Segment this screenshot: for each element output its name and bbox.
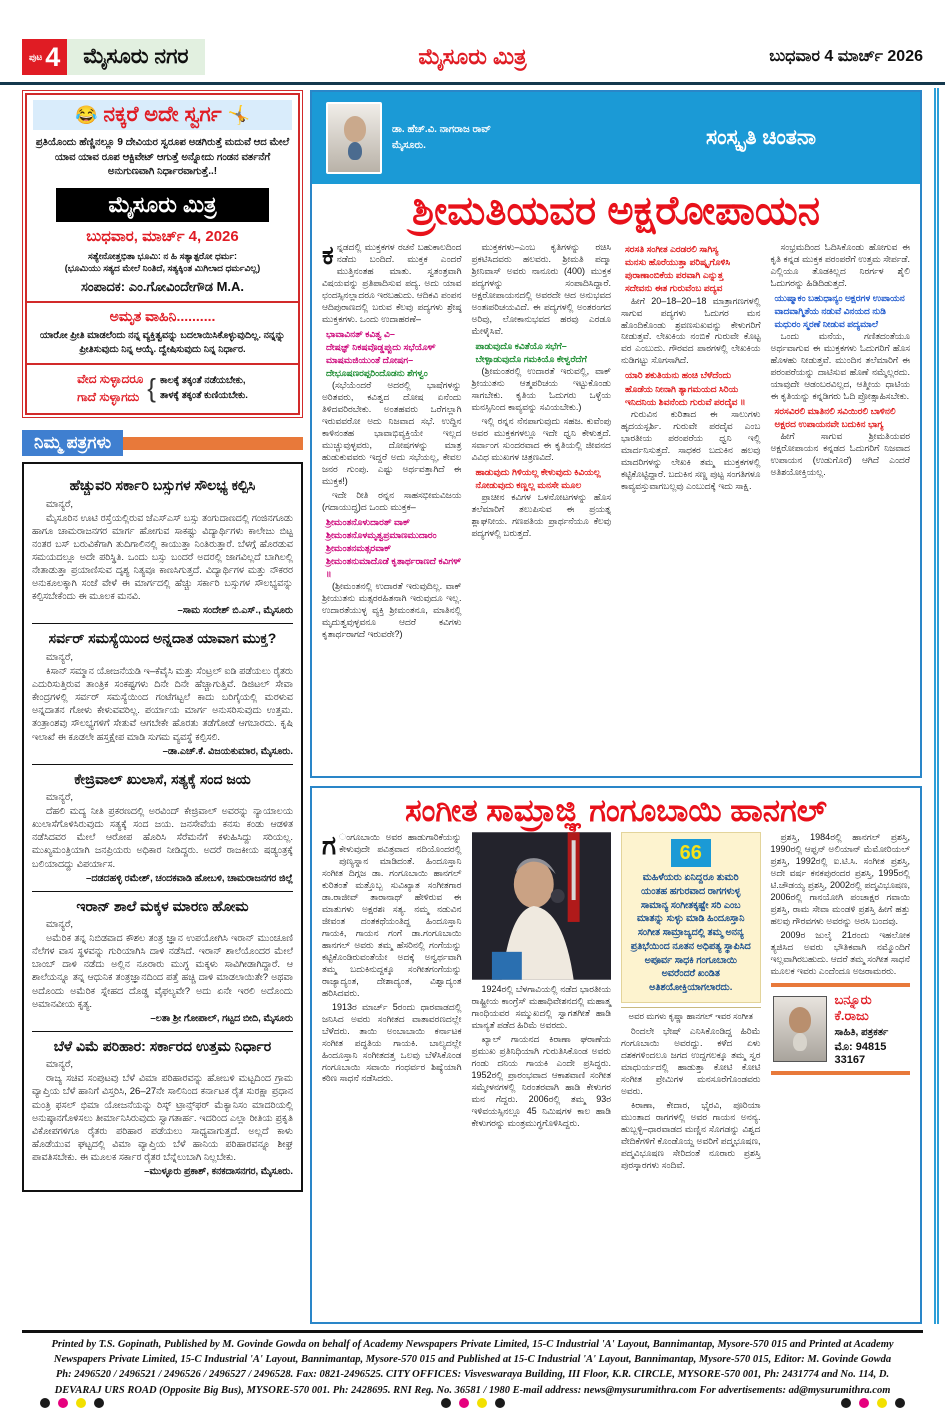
ad-title-band [33,100,292,130]
article-paragraph: ಇಲ್ಲಿ ರನ್ನನ ನೆನಪಾಗುವುದು ಸಹಜ. ಕುವೆಂಪು ಅವರ ಮುಕ್ತಕಗಳಲ್ಲೂ ಇದೇ ಧ್ವನಿ ಕೇಳುತ್ತದೆ. ಸರ್ವಾಂಗ ಸುಂದರವಾದ ಈ ಕೃತಿಯಲ್ಲಿ ಜೀವನದ ವಿವಿಧ ಮುಖಗಳ ಚಿತ್ರಣವಿದೆ. [471,415,611,462]
verse-line: ಸದೇವನು ಈತ ಗುರುವೆಂಬ ಪದ್ಯವ [625,283,723,294]
verse-line: ಭಾವಾವಿನತ್ ಕವಿತ್ವ ವಿ– [326,328,395,339]
registration-dot [58,1398,68,1408]
letter-salutation: ಮಾನ್ಯರೆ, [46,792,74,804]
article-paragraph: 1913ರ ಮಾರ್ಚ್ 5ರಂದು ಧಾರವಾಡದಲ್ಲಿ ಜನಿಸಿದ ಅವರು ಸಂಗೀತದ ವಾತಾವರಣದಲ್ಲೇ ಬೆಳೆದರು. ತಾಯಿ ಅಂಬಾಬಾಯಿ ಕರ್ನಾಟಕ ಸಂಗೀತ ಪದ್ಧತಿಯ ಗಾಯಕಿ. ಬಾಲ್ಯದಲ್ಲೇ ಹಿಂದೂಸ್ತಾನಿ ಸಂಗೀತದತ್ತ ಒಲವು ಬೆಳೆಸಿಕೊಂಡ ಗಂಗೂಬಾಯಿ ಸವಾಯಿ ಗಂಧರ್ವರ ಶಿಷ್ಯೆಯಾಗಿ ಕಠಿಣ ಸಾಧನೆ ನಡೆಸಿದರು. [322,1001,462,1084]
author-place: ಮೈಸೂರು. [392,140,426,151]
registration-dot-group [841,1398,905,1408]
registration-dot [76,1398,86,1408]
imprint-line-1: Printed by T.S. Gopinath, Published by M. Govinde Gowda on behalf of Academy Newspapers Private Limited, 15-C Industrial 'A' Layout, Bannimantap, Mysore-570 015 and Printed at Academy [51,1339,894,1350]
imprint-line-2: Newspapers Private Limited, 15-C Industrial 'A' Layout, Bannimantap, Mysore-570 015 and Published at 15-C Industrial 'A' Layout, Bannimantap, Mysore-570 015, Editor: M. Govinde Gowda [53,1354,892,1366]
left-column [22,90,303,1192]
letter-salutation: ಮಾನ್ಯರೆ, [46,498,74,510]
verse-line: ಯಾರಿ ಶಕುತಿಯನು ಹಂಚಿ ಬೆಳೆದೆಂದು [625,370,732,381]
verse-line: ಪುರಾಣಾಂಬಿಕೆಯ ಪರವಾಗಿ ಎನ್ನುತ್ತ [625,270,724,281]
letter-body: ಅಮೆರಿಕ ತನ್ನ ನಿಬಿಡವಾದ ಕೌಶಲ ತಂತ್ರ ಜ್ಞಾನ ಉಪಯೋಗಿಸಿ ಇರಾನ್ ಮುಂಚೂಣಿ ನೆಲೆಗಳ ವಾಸ ಸ್ಥಳವನ್ನು ಗುರಿಯಾಗಿಸಿ ದಾಳಿ ನಡೆಸಿದೆ. ಇರಾನ್ ಶಾಲೆಯೊಂದರ ಮೇಲೆ ಬಾಂಬ್ ದಾಳಿ ನಡೆದು ಅಲ್ಲಿನ ನೂರಾರು ಮುಗ್ಧ ಮಕ್ಕಳು ಸಾವಿಗೀಡಾಗಿದ್ದಾರೆ. ಆ ಶಾಲೆಯನ್ನೂ ತನ್ನ ಆಧುನಿಕ ತಂತ್ರಜ್ಞಾನದಿಂದ ಪತ್ತೆ ಹಚ್ಚಿ ದಾಳಿ ಮಾಡಲಾಯಿತೇ? ಅಥವಾ ಅದೊಂದು ಅಮೆರಿಕ ಸ್ನೇಹದ ದೊಡ್ಡ ವೈಫಲ್ಯವೇ? ಅದು ಏನೇ ಇರಲಿ ಅದೊಂದು ಅಮಾನವೀಯ ಕೃತ್ಯ. [32,933,293,1010]
verse-line: ದೇಷಜ್ಞ್ ನಿಕಷವೊಡ್ಡಪ್ಪುದು ಸಭೆಯೊಳ್ [326,341,436,352]
music-column-4 [771,832,911,1174]
quote-caption: ಅವರ ಮಗಳು ಕೃಷ್ಣಾ ಹಾನಗಲ್ ಇವರ ಸಂಗೀತ [621,1007,761,1022]
verse-line: ನೋಡುವುದು ಕಣ್ಣಲ್ಲ ಮನಸೇ ಮೂಲ [475,479,582,490]
letter-salutation: ಮಾನ್ಯರೆ, [46,1059,74,1071]
registration-dot-group [441,1398,505,1408]
verse-line: ಸರಸತಿ ಸಂಗೀತ ಎರಡರಲಿ ಸಾಗಿಸ್ಯ [625,244,719,254]
verse-line: ಅಕ್ಷರದ ಉಪಾಯನವೇ ಬದುಕಿನ ಭಾಗ್ಯ [774,419,884,430]
registration-dot [859,1398,869,1408]
letter-headline: ಬೆಳೆ ವಿಮೆ ಪರಿಹಾರ: ಸರ್ಕಾರದ ಉತ್ತಮ ನಿರ್ಧಾರ [53,1037,272,1054]
letter-body: ದೆಹಲಿ ಮದ್ಯ ನೀತಿ ಪ್ರಕರಣದಲ್ಲಿ ಅರವಿಂದ್ ಕೇಜ್ರಿವಾಲ್ ಅವರನ್ನು ನ್ಯಾಯಾಲಯ ಖುಲಾಸೆಗೊಳಿಸಿರುವುದು ಸತ್ಯಕ್ಕೆ ಸಂದ ಜಯ. ಜನಸೇವೆಯ ಕನಸು ಕಂಡು ಆಡಳಿತ ನಡೆಸಿದವರ ಮೇಲೆ ಆರೋಪ ಹೊರಿಸಿ ಸೆರೆಮನೆಗೆ ಕಳುಹಿಸಿದ್ದು ಸರಿಯಲ್ಲ. ಮುಖ್ಯಮಂತ್ರಿಯಾಗಿ ಜನಪ್ರಿಯರು ಅಧಿಕಾರ ನೀಡಿದ್ದರು. ಅದರೆ ರಾಜಕೀಯ ಷಡ್ಯಂತ್ರಕ್ಕೆ ಬಲಿಯಾದದ್ದು ವಿಪರ್ಯಾಸ. [32,806,293,870]
amruta-quote: ಯಾರೋ ಪ್ರೀತಿ ಮಾಡಲೆಂದು ನನ್ನ ವ್ಯಕ್ತಿತ್ವವನ್ನು ಬದಲಾಯಿಸಿಕೊಳ್ಳುವುದಿಲ್ಲ. ನನ್ನನ್ನು ಪ್ರೀತಿಸುವುದು ನಿನ್ನ ಆಯ್ಕೆ. ದ್ವೇಷಿಸುವುದು ನಿನ್ನ ನಿರ್ಧಾರ. [39,329,286,355]
letter-salutation: ಮಾನ್ಯರೆ, [46,651,74,663]
article-paragraph: ಪ್ರಾಚೀನ ಕವಿಗಳ ಒಳನೋಟಗಳನ್ನು ಹೊಸ ತಲೆಮಾರಿಗೆ ತಲುಪಿಸುವ ಈ ಪ್ರಯತ್ನ ಶ್ಲಾಘನೀಯ. ಗಣಪತಿಯ ಪ್ರಾರ್ಥನೆಯೂ ಕೆಲವು ಪದ್ಯಗಳಲ್ಲಿ ಬರುತ್ತದೆ. [471,492,611,538]
page-number: 4 [45,41,61,72]
letter-salutation: ಮಾನ್ಯರೆ, [46,919,74,931]
article-paragraph: ಕನ್ನಡದಲ್ಲಿ ಮುಕ್ತಕಗಳ ರಚನೆ ಬಹುಕಾಲದಿಂದ ನಡೆದು ಬಂದಿದೆ. ಮುಕ್ತಕ ಎಂದರೆ ಮುತ್ತಿನಂತಹ ಮಾತು. ಸ್ವತಂತ್ರವಾಗಿ ವಿಷಯವನ್ನು ಪ್ರತಿಪಾದಿಸುವ ಪದ್ಯ. ಅದು ಯಾವ ಛಂದಸ್ಸಿನಲ್ಲಾದರೂ ಇರಬಹುದು. ಆದಿಕವಿ ಪಂಪನ ಆದಿಪುರಾಣದಲ್ಲಿ ಬರುವ ಕೆಲವು ಪದ್ಯಗಳು ಶ್ರೇಷ್ಠ ಮುಕ್ತಕಗಳು. ಒಂದು ಉದಾಹರಣೆ– [322,240,462,324]
letter-item [32,764,293,891]
registration-dot [94,1398,104,1408]
verse-line: ವಾದವಾಗ್ಮಿತೆಯ ನಡುವೆ ವಿನಯದ ನುಡಿ [774,306,886,317]
letter-body: ಕಿಸಾನ್ ಸಮ್ಮಾನ ಯೋಜನೆಯಡಿ ಇ–ಕೆವೈಸಿ ಮತ್ತು ಸೆಂಟ್ರಲ್ ಐಡಿ ಪಡೆಯಲು ರೈತರು ಎದುರಿಸುತ್ತಿರುವ ತಾಂತ್ರಿಕ ಸಂಕಷ್ಟಗಳು ದಿನೇ ದಿನೇ ಹೆಚ್ಚಾಗುತ್ತಿವೆ. ಡಿಜಿಟಲ್ ಸೇವಾ ಕೇಂದ್ರಗಳಲ್ಲಿ ಸರ್ವರ್ ಸಮಸ್ಯೆಯಿಂದ ಗಂಟೆಗಟ್ಟಲೆ ಕಾದು ಬರಿಗೈಯಲ್ಲಿ ಮರಳುವ ಅನ್ನದಾತನ ಗೋಳು ಕೇಳುವವರಿಲ್ಲ. ಪರ್ಯಾಯ ಮಾರ್ಗ ಅನುಸರಿಸುವುದು ಉತ್ತಮ. ತಂತ್ರಾಂಶವು ಸೌಲಭ್ಯಗಳಿಗೆ ಸೇತುವೆ ಆಗಬೇಕೇ ಹೊರತು ತಡೆಗೋಡೆ ಆಗಬಾರದು. ಕೃಷಿ ಇಲಾಖೆ ಈ ಕೂಡಲೇ ಹಸ್ತಕ್ಷೇಪ ಮಾಡಿ ಸುಗಮ ವ್ಯವಸ್ಥೆ ಕಲ್ಪಿಸಲಿ. [32,665,293,743]
article-column [771,242,911,643]
proverb-right-1: ಕಾಲಕ್ಕೆ ತಕ್ಕಂತೆ ನಡೆಯಬೇಕು, [159,375,246,386]
verse-line: ಯುಷ್ಮಾಕಂ ಬಹುಧಾನ್ಯಂ ಅಕ್ಷರಗಳ ಉಪಾಯನ [774,292,905,303]
article-paragraph: ಖ್ಯಾಲ್ ಗಾಯನದ ಕಿರಾಣಾ ಘರಾಣೆಯ ಪ್ರಮುಖ ಪ್ರತಿನಿಧಿಯಾಗಿ ಗುರುತಿಸಿಕೊಂಡ ಅವರು ಗಂಡು ದನಿಯ ಗಾಯಕಿ ಎಂದೇ ಪ್ರಸಿದ್ಧರು. 1952ರಲ್ಲಿ ಪ್ರಾರಂಭವಾದ ಆಕಾಶವಾಣಿ ಸಂಗೀತ ಸಮ್ಮೇಳನಗಳಲ್ಲಿ ನಿರಂತರವಾಗಿ ಹಾಡಿ ಕೇಳುಗರ ಮನ ಗೆದ್ದರು. 2006ರಲ್ಲಿ ತಮ್ಮ 93ರ ಇಳಿವಯಸ್ಸಿನಲ್ಲೂ 45 ನಿಮಿಷಗಳ ಕಾಲ ಹಾಡಿ ಕೇಳುಗರನ್ನು ಮಂತ್ರಮುಗ್ಧಗೊಳಿಸಿದ್ದರು. [471,1033,611,1128]
verse-line: ಹೊಡೆಯ ನೀನಾಗಿ ತ್ಯಾಗಮಯದ ಸಿರಿಯ [625,383,739,394]
registration-dot [441,1398,451,1408]
registration-dot-group [40,1398,104,1408]
header-rule [0,82,945,85]
brace-glyph: { [147,372,156,403]
letter-signature: –ಲತಾ ಶ್ರೀ ಗೋಪಾಲ್, ಗಟ್ಟದ ಬೀದಿ, ಮೈಸೂರು [150,1012,293,1024]
letter-headline: ಸರ್ವರ್ ಸಮಸ್ಯೆಯಿಂದ ಅನ್ನದಾತ ಯಾವಾಗ ಮುಕ್ತ? [48,630,277,647]
letters-box [22,462,303,1192]
verse-line: ಶ್ರೀಮಂತನೊಳಮೃತ್ವಪ್ರಮಾಣಮುದಾರಂ [326,530,437,541]
verse-line: ಶ್ರೀಮಂತನುಮಾದೊಡೆ ಕೃತಾರ್ಥರಾಣದೆ ಕವಿಗಳ್ ॥ [326,556,461,579]
laughing-face-icon: 😂 [74,104,98,125]
singer-photo [472,832,612,980]
article-paragraph: ಕಿರಾಣಾ, ಕೇದಾರ, ಭೈರವಿ, ಪೂರಿಯಾ ಮುಂತಾದ ರಾಗಗಳಲ್ಲಿ ಅವರ ಗಾಯನ ಅನನ್ಯ. ಹುಬ್ಬಳ್ಳಿ–ಧಾರವಾಡದ ಮಣ್ಣಿನ ಸೊಗಡನ್ನು ವಿಶ್ವದ ವೇದಿಕೆಗಳಿಗೆ ಕೊಂಡೊಯ್ದ ಅವರಿಗೆ ಪದ್ಮಭೂಷಣ, ಪದ್ಮವಿಭೂಷಣ ಸೇರಿದಂತೆ ನೂರಾರು ಪ್ರಶಸ್ತಿ ಪುರಸ್ಕಾರಗಳು ಸಂದಿವೆ. [621,1099,761,1170]
writer-role: ಸಾಹಿತಿ, ಪತ್ರಕರ್ತ [834,1026,889,1038]
article-paragraph: (ಸಭೆಯೆಂದರೆ ಅದರಲ್ಲಿ ಭಾಷೆಗಳನ್ನು ಅರಿತವರು, ಕವಿತ್ವದ ದೋಷ ಏನೆಂದು ತಿಳಿದವರಿರಬೇಕು. ಅಂತಹವರು ಒರೆಗಲ್ಲಾಗಿ ಇರುವವರೋ ಅದು ನಿಜವಾದ ಸಭೆ. ಉದ್ದಿನ ಕಾಳಿನಂತಹ ಭಾವಾಭಿವ್ಯಕ್ತಿಯೇ ಇಲ್ಲದ ಮುಚ್ಚುವುಳ್ಳವರು, ದೋಷಗಳನ್ನು ಮಾತ್ರ ಹುಡುಕುವವರು ಇದ್ದರೆ ಅದು ಸಭೆಯಲ್ಲ, ಕೇವಲ ಜನರ ಗುಂಪು. ಎಷ್ಟು ಅರ್ಥವತ್ತಾಗಿದೆ ಈ ಮುಕ್ತಕ!) [322,380,462,487]
article-paragraph: 1924ರಲ್ಲಿ ಬೆಳಗಾವಿಯಲ್ಲಿ ನಡೆದ ಭಾರತೀಯ ರಾಷ್ಟ್ರೀಯ ಕಾಂಗ್ರೆಸ್ ಮಹಾಧಿವೇಶನದಲ್ಲಿ ಮಹಾತ್ಮ ಗಾಂಧಿಯವರ ಸಮ್ಮುಖದಲ್ಲಿ ಸ್ವಾಗತಗೀತೆ ಹಾಡಿ ಮಾನ್ಯತೆ ಪಡೆದ ಹಿರಿಮೆ ಅವರದು. [471,984,611,1030]
main-article-columns [312,234,920,649]
verse-line: ಶ್ರೀಮಂತನೊಳುದಾರತ್ ವಾಕ್ [326,517,410,527]
pull-quote-box [621,832,761,1003]
verse-line: ದೇಭೂಷಣರಪ್ಪರಿಂದೊಡನು ಶೆಗಳ್ವಂ [326,368,428,379]
letter-body: ಮೈಸೂರಿನ ಊಟಿ ರಸ್ತೆಯಲ್ಲಿರುವ ಜೆಎಸ್ಎಸ್ ಬಸ್ಸು ತಂಗುದಾಣದಲ್ಲಿ ಗಂಜಿನಗೂಡು ಹಾಗೂ ಚಾಮರಾಜನಗರ ಮಾರ್ಗ ಹೋಗುವ ಸಾಕಷ್ಟು ವಿದ್ಯಾರ್ಥಿಗಳು ಕಾಲೇಜು ಬಿಟ್ಟ ನಂತರ ಬಸ್ ಬರುವಿಕೆಗಾಗಿ ತುದಿಗಾಲಿನಲ್ಲಿ ಕಾಯುತ್ತಾ ನಿಂತಿರುತ್ತಾರೆ. ಬೆಳಗ್ಗೆ ಹೊರಡುವ ಸಮಯದಲ್ಲೂ ಅದೇ ಪರಿಸ್ಥಿತಿ. ಒಂದು ಬಸ್ಸು ಬಂದರೆ ಅದರಲ್ಲಿ ಜಾಗವಿಲ್ಲದೆ ಬಾಗಿಲಲ್ಲಿ ನೇತಾಡುತ್ತಾ ಪ್ರಯಾಣಿಸುವ ದೃಶ್ಯ ನಿತ್ಯವೂ ಕಾಣಸಿಗುತ್ತದೆ. ವಿದ್ಯಾರ್ಥಿಗಳ ಮತ್ತು ನೌಕರರ ಅನುಕೂಲಕ್ಕಾಗಿ ಸಂಜೆ ವೇಳೆ ಈ ಮಾರ್ಗದಲ್ಲಿ ಹೆಚ್ಚು ಸರ್ಕಾರಿ ಬಸ್ಸುಗಳ ಸೌಲಭ್ಯವನ್ನು ಕಲ್ಪಿಸಬೇಕೆಂದು ಈ ಮೂಲಕ ಮನವಿ. [32,512,293,603]
main-article [310,90,922,778]
letter-item [32,1031,293,1184]
letter-headline: ಕೇಜ್ರಿವಾಲ್ ಖುಲಾಸೆ, ಸತ್ಯಕ್ಕೆ ಸಂದ ಜಯ [74,770,251,787]
verse-line: ಮಾಷಮಜಿಯುಂತೆ ದೋಷಗ– [326,355,414,366]
music-column-2 [472,832,612,1174]
registration-dot [495,1398,505,1408]
amruta-vahini-title: ಅಮೃತ ವಾಹಿನಿ.......... [109,307,216,324]
registration-dot [40,1398,50,1408]
music-article-columns [322,832,910,1174]
registration-dot [477,1398,487,1408]
letter-signature: –ದಡದಹಳ್ಳಿ ರಮೇಶ್, ಚಂದಕವಾಡಿ ಹೋಬಳಿ, ಚಾಮರಾಜನಗರ ಜಿಲ್ಲೆ [86,872,293,884]
letter-headline: ಹೆಚ್ಚುವರಿ ಸರ್ಕಾರಿ ಬಸ್ಸುಗಳ ಸೌಲಭ್ಯ ಕಲ್ಪಿಸಿ [69,477,256,494]
verse-line: ಮಧುರಂ ಸ್ಮರಣೆ ನೀಡುವ ಪದ್ಯಮಾಲೆ [774,319,879,330]
letter-signature: –ಮುಳ್ಳೂರು ಪ್ರಕಾಶ್, ಕನಕದಾಸನಗರ, ಮೈಸೂರು. [144,1166,293,1178]
article-column [322,242,462,643]
article-paragraph: ಹೀಗೆ ಸಾಗುವ ಶ್ರೀಮತಿಯವರ ಅಕ್ಷರೋಪಾಯನ ಕನ್ನಡದ ಓದುಗರಿಗೆ ನಿಜವಾದ ಉಪಾಯನ (ಉಡುಗೊರೆ) ಆಗಿದೆ ಎಂದರೆ ಅತಿಶಯೋಕ್ತಿಯಲ್ಲ. [770,431,910,478]
imprint-line-3: Ph: 2496520 / 2496521 / 2496526 / 2496527 / 2496528. Fax: 0821-2496525. CITY OFFICES: Visveswaraya Building, III Floor, K.R. CIRCLE, MYSORE-570 001, Ph: 2431774 and No. 114, D. [55,1369,890,1381]
letters-section-bar [123,437,303,450]
imprint-block [22,1337,923,1398]
article-paragraph: ಹೀಗೆ 20–18–20–18 ಮಾತ್ರಾಗಣಗಳಲ್ಲಿ ಸಾಗುವ ಪದ್ಯಗಳು ಓದುಗರ ಮನ ಹೊಂದಿಕೊಂಡು ಶ್ರವಣಸುಖವನ್ನು ಕೇಳುಗರಿಗೆ ನೀಡುತ್ತವೆ. ಲೇಖಕಿಯ ನಂಬಿಕೆ ಗುರುವೇ ಕೊಟ್ಟ ವರ ಎಂಬುದು. ಗೌರವದ ಪಾಠಗಳಲ್ಲಿ ಲೇಖಕಿಯ ನುಡಿಗಟ್ಟು ಸೊಗಸಾಗಿದೆ. [621,295,761,366]
music-headline: ಸಂಗೀತ ಸಾಮ್ರಾಜ್ಞಿ ಗಂಗೂಬಾಯಿ ಹಾನಗಲ್ [405,793,827,828]
article-paragraph: ಇದೇ ರೀತಿ ರನ್ನನ ಸಾಹಸಭೀಮವಿಜಯ (ಗದಾಯುದ್ಧ)ದ ಒಂದು ಮುಕ್ತಕ– [322,490,462,513]
author-name: ಡಾ. ಹೆಚ್.ವಿ. ನಾಗರಾಜ ರಾವ್ [392,124,491,135]
registration-dots [22,1398,923,1408]
registration-dot [895,1398,905,1408]
article-paragraph: 2009ರ ಜುಲೈ 21ರಂದು ಇಹಲೋಕ ತ್ಯಜಿಸಿದ ಅವರು ಭೌತಿಕವಾಗಿ ನಮ್ಮೊಂದಿಗೆ ಇಲ್ಲವಾಗಿರಬಹುದು. ಆದರೆ ತಮ್ಮ ಸಂಗೀತ ಸಾಧನೆ ಮೂಲಕ ಇವರು ಎಂದೆಂದೂ ಅಜರಾಮರರು. [770,929,910,976]
proverb-left-2: ಗಾದೆ ಸುಳ್ಳಾಗದು [77,390,140,405]
proverb-left-1: ವೇದ ಸುಳ್ಳಾದರೂ [77,372,144,387]
verse-line: ಪಾಡುವುದೊ ಕವಿತೆಯೊ ಸಭೆಗೆ– [475,340,567,351]
letter-body: ರಾಜ್ಯ ಸಚಿವ ಸಂಪುಟವು ಬೆಳೆ ವಿಮಾ ಪರಿಹಾರವನ್ನು ಹೋಬಳಿ ಮಟ್ಟದಿಂದ ಗ್ರಾಮ ವ್ಯಾಪ್ತಿಯ ಬೆಳೆ ಹಾನಿಗೆ ವಿಸ್ತರಿಸಿ, 26–27ನೇ ಸಾಲಿನಿಂದ ಕರ್ನಾಟಕ ರೈತ ಸುರಕ್ಷಾ ಪ್ರಧಾನ ಮಂತ್ರಿ ಫಸಲ್ ಭಿಮಾ ಯೋಜನೆಯನ್ನು ರಿಸ್ಕ್ ಟ್ರಾನ್ಸ್‌ಫರ್ ಮೆಕ್ಯಾನಿಸಂ ಮಾದರಿಯಲ್ಲಿ ಅನುಷ್ಠಾನಗೊಳಿಸಲು ತೀರ್ಮಾನಿಸಿರುವುದು ಸ್ವಾಗತಾರ್ಹ. ಇದರಿಂದ ಎಲ್ಲಾ ರೀತಿಯ ಪ್ರಕೃತಿ ವಿಕೋಪಗಳಿಗೂ ರೈತರು ಪರಿಹಾರ ಪಡೆಯಲು ಸಾಧ್ಯವಾಗುತ್ತದೆ. ಅಲ್ಲದೆ ಕಾಳು ಹೊಡೆಯುವ ಘಟ್ಟದಲ್ಲಿ ವಿಮಾ ವ್ಯಾಪ್ತಿಯ ಬೆಳೆ ಹಾನಿಯ ಪರಿಹಾರವನ್ನೂ ಶೀಘ್ರ ಪಾವತಿಸಬೇಕು. ಈ ಮೂಲಕ ಸರ್ಕಾರ ರೈತರ ಬೆನ್ನೆಲುಬಾಗಿ ನಿಲ್ಲಬೇಕು. [32,1073,293,1163]
registration-dot [459,1398,469,1408]
letter-signature: –ಡಾ.ಎಚ್.ಕೆ. ವಿಜಯಕುಮಾರ, ಮೈಸೂರು. [162,745,293,757]
column-kicker: ಸಂಸ್ಕೃತಿ ಚಿಂತನಾ [706,126,816,149]
motto-translation: (ಭೂಮಿಯು ಸತ್ಯದ ಮೇಲೆ ನಿಂತಿದೆ, ಸತ್ಯಕ್ಕಿಂತ ಮಿಗಿಲಾದ ಧರ್ಮವಿಲ್ಲ) [64,263,261,274]
imprint-line-4: DEVARAJ URS ROAD (Opposite Big Bus), MYSORE-570 001. Ph: 2428695. RNI Reg. No. 36581 / 1980 E-mail address: news@mysurumithra.com For advertisements: ad@mysurumithra.com [54,1384,891,1396]
cartoon-figure-icon: 🤸 [227,104,251,125]
article-paragraph: ಒಂದು ಮನೆಯ, ಗಣಿತದಂತೆಯೂ ಅರ್ಥವಾಗುವ ಈ ಮುಕ್ತಕಗಳು ಓದುಗರಿಗೆ ಹೊಸ ಹೊಳಹು ನೀಡುತ್ತವೆ. ಮುಂದಿನ ತಲೆಮಾರಿಗೆ ಈ ಪರಂಪರೆಯನ್ನು ದಾಟಿಸುವ ಹೊಣೆ ನಮ್ಮೆಲ್ಲರದು. ಯಾವುದೇ ಆಡಂಬರವಿಲ್ಲದ, ಆತ್ಮೀಯ ಧಾಟಿಯ ಈ ಕೃತಿಯನ್ನು ಕನ್ನಡಿಗರು ಓದಿ ಪ್ರೋತ್ಸಾಹಿಸಬೇಕು. [770,331,910,402]
divider [27,301,298,303]
article-paragraph: (ಶ್ರೀಮಂತನಲ್ಲಿ ಉದಾರತೆ ಇರುವುದಿಲ್ಲ. ವಾಕ್ ಶ್ರೀಯುತನು ಮತ್ಸರರಹಿತನಾಗಿ ಇರುವುದೂ ಇಲ್ಲ. ಉದಾರತೆಯುಳ್ಳ ವ್ಯಕ್ತಿ ಶ್ರೀಮಂತನೂ, ಮಾತಿನಲ್ಲಿ ಮೃದುತ್ವವುಳ್ಳವನೂ ಆದರೆ ಕವಿಗಳು ಕೃತಾರ್ಥರಾಗದೆ ಇರುವರೇ?) [322,580,462,639]
letter-item [32,471,293,623]
music-article [310,786,922,1324]
drop-cap: ಗ [322,830,337,861]
writer-name: ಬನ್ನೂರು ಕೆ.ರಾಜು [834,991,872,1023]
article-column [472,242,612,643]
header-date: ಬುಧವಾರ 4 ಮಾರ್ಚ್ 2026 [769,48,923,65]
article-paragraph: ರಿಂದಲೇ ಭೇಷ್ ಎನಿಸಿಕೊಂಡಿದ್ದ ಹಿರಿಮೆ ಗಂಗೂಬಾಯಿ ಅವರದ್ದು. ಕಳೆದ ಏಳು ದಶಕಗಳಿಂದಲೂ ಜಗದ ಉದ್ದಗಲಕ್ಕೂ ತಮ್ಮ ಸ್ವರ ಮಾಧುರ್ಯದಲ್ಲಿ ಹಾಡುತ್ತಾ ಕೋಟಿ ಕೋಟಿ ಸಂಗೀತ ಪ್ರೇಮಿಗಳ ಮನಸೂರೆಗೊಂಡವರು ಅವರು. [621,1025,761,1096]
byline-band [312,92,920,184]
registration-dot [841,1398,851,1408]
ad-date: ಬುಧವಾರ, ಮಾರ್ಚ್ 4, 2026 [86,227,239,245]
page-edge-line [934,88,939,1324]
article-paragraph: (ಶ್ರೀಮಂತರಲ್ಲಿ ಉದಾರತೆ ಇರುವಲ್ಲಿ, ವಾಕ್ ಶ್ರೀಯುತನು ಆತ್ಮಪರಿಚಯ ಇಟ್ಟುಕೊಂಡು ಸಾಗಬೇಕು. ಕೃತಿಯ ಓದುಗರು ಒಳ್ಳೆಯ ಮನಸ್ಸಿನಿಂದ ಕಾವ್ಯವನ್ನು ಸವಿಯಬೇಕು.) [471,366,611,412]
page-number-box [22,39,205,75]
verse-line: ಇನಿದನಿಯ ಶಿವನೆಂದು ಗುರುವೆ ಪರದೈವ ॥ [625,396,746,407]
verse-line: ಮನಸು ಹೊರೆಯುತ್ತಾ ಪರಿಷ್ಕೃಗೊಳಿಸಿ [625,257,731,268]
ad-title: ನಕ್ಕರೆ ಅದೇ ಸ್ವರ್ಗ [103,103,222,126]
divider [27,363,298,365]
editor-line: ಸಂಪಾದಕ: ಎಂ.ಗೋವಿಂದೇಗೌಡ M.A. [80,278,245,294]
article-column [621,242,761,643]
quote-marks-icon: 66 [671,839,711,867]
main-headline: ಶ್ರೀಮತಿಯವರ ಅಕ್ಷರೋಪಾಯನ [412,189,820,233]
writer-photo [773,996,827,1062]
humour-ad-box [22,90,303,418]
verse-line: ಹಾಡುವುದು ಗಿಳಿಯಲ್ಲ ಕೇಳುವುದು ಕಿವಿಯಲ್ಲ [475,466,601,477]
author-credit-box [771,983,911,1075]
writer-phone: ಮೊ: 94815 33167 [834,1040,887,1066]
author-photo [326,102,382,174]
masthead: ಮೈಸೂರು ಮಿತ್ರ [418,44,527,69]
ad-joke-text: ಪ್ರತಿಯೊಂದು ಹೆಣ್ಣಿನಲ್ಲೂ 9 ದೇವಿಯರ ಸ್ವರೂಪ ಅಡಗಿರುತ್ತೆ ಮದುವೆ ಆದ ಮೇಲೆ ಯಾವ ಯಾವ ರೂಪ ಆಕ್ಟಿವೇಟ್ ಆಗುತ್ತೆ ಅನ್ನೋದು ಗಂಡನ ವರ್ತನೆಗೆ ಅನುಗುಣವಾಗಿ ನಿರ್ಧಾರವಾಗುತ್ತೆ..! [35,137,290,177]
section-name: ಮೈಸೂರು ನಗರ [67,39,204,75]
letter-item [32,623,293,763]
article-paragraph: ಸಂಭ್ರಮದಿಂದ ಓದಿಸಿಕೊಂಡು ಹೋಗುವ ಈ ಕೃತಿ ಕನ್ನಡ ಮುಕ್ತಕ ಪರಂಪರೆಗೆ ಉತ್ತಮ ಸೇರ್ಪಡೆ. ಎಲ್ಲಿಯೂ ತೊಡಕಿಲ್ಲದ ನಿರರ್ಗಳ ಶೈಲಿ ಓದುಗರನ್ನು ಹಿಡಿದಿಡುತ್ತದೆ. [770,242,910,288]
letters-section-title: ನಿಮ್ಮ ಪತ್ರಗಳು [22,430,123,456]
proverb-block [33,370,292,406]
letters-section-header [22,430,303,456]
page-label: ಪುಟ [29,51,43,62]
paper-name-plate: ಮೈಸೂರು ಮಿತ್ರ [56,188,268,222]
verse-line: ಶ್ರೀಮಂತನಮತ್ಸರವಾಕ್ [326,543,392,554]
article-paragraph: ಗುರುವಿನ ಕುರಿತಾದ ಈ ಸಾಲುಗಳು ಹೃದಯಸ್ಪರ್ಶಿ. ಗುರುವೇ ಪರದೈವ ಎಂಬ ಭಾರತೀಯ ಪರಂಪರೆಯ ಧ್ವನಿ ಇಲ್ಲಿ ಮಾರ್ದನಿಸುತ್ತದೆ. ಸಾಧಕರ ಬದುಕಿನ ಹಲವು ಮಾದರಿಗಳನ್ನು ಲೇಖಕಿ ತಮ್ಮ ಮುಕ್ತಕಗಳಲ್ಲಿ ಕಟ್ಟಿಕೊಟ್ಟಿದ್ದಾರೆ. ಬದುಕಿನ ಸಣ್ಣ ಪುಟ್ಟ ಸಂಗತಿಗಳೂ ಕಾವ್ಯವಸ್ತುವಾಗಬಲ್ಲವು ಎಂಬುದಕ್ಕೆ ಇದು ಸಾಕ್ಷಿ. [621,408,761,491]
proverb-right-2: ತಾಳಕ್ಕೆ ತಕ್ಕಂತೆ ಕುಣಿಯಬೇಕು. [159,390,248,402]
music-column-3 [621,832,761,1174]
letter-signature: –ಸಾಮ ಸಂದೇಶ್ ಬಿ.ಎಸ್., ಮೈಸೂರು [177,605,293,617]
motto-sanskrit: ಸತ್ಯೇನೋತ್ತಭಿತಾ ಭೂಮಿ: ನ ಹಿ ಸತ್ಯಾತ್ಪರೋ ಧರ್ಮ: [87,250,238,261]
letter-headline: ಇರಾನ್ ಶಾಲೆ ಮಕ್ಕಳ ಮಾರಣ ಹೋಮ [76,897,249,914]
registration-dot [877,1398,887,1408]
footer-rule [22,1330,923,1333]
page-header [22,36,923,78]
verse-line: ಬೇಳ್ಪಾಡುವುದೊ ಗಮಕಿಯೊ ಕೇಳ್ವರೆದೆಗೆ [475,353,587,364]
drop-cap: ಕ [322,240,334,270]
article-paragraph: ಮುಕ್ತಕಗಳು–ಎಂಬ ಕೃತಿಗಳನ್ನು ರಚಿಸಿ ಪ್ರಕಟಿಸಿದವರು ಹಲವರು. ಶ್ರೀಮತಿ ಪದ್ಮಾ ಶ್ರೀನಿವಾಸ್ ಅವರು ನಾನೂರು (400) ಮುಕ್ತಕ ಪದ್ಯಗಳನ್ನು ಸಂಪಾದಿಸಿದ್ದಾರೆ. ಅಕ್ಷರೋಪಾಯನದಲ್ಲಿ ಅವರದೇ ಆದ ಅನುಭವದ ಅಂತಃಪರಿಚಯವಿದೆ. ಈ ಪದ್ಯಗಳಲ್ಲಿ ಅಂತರಂಗದ ಅರಿವು, ಲೋಕಾನುಭವದ ಹರವು ಎರಡೂ ಮೇಳೈಸಿವೆ. [471,242,611,336]
letter-item [32,891,293,1031]
verse-line: ಸರಸವಿರಲಿ ಮಾತಿನಲಿ ಸವಿಯಿರಲಿ ಬಾಳಿನಲಿ [774,406,896,417]
music-column-1 [322,832,462,1174]
pull-quote-text: ಮಹಿಳೆಯರು ಏನಿದ್ದರೂ ತುಮರಿ ಯಂತಹ ಹಗುರವಾದ ರಾಗಗಳುಳ್ಳ ಸಾಮಾನ್ಯ ಸಂಗೀತಕ್ಕಷ್ಟೇ ಸರಿ ಎಂಬ ಮಾತನ್ನು ಸುಳ್ಳು ಮಾಡಿ ಹಿಂದೂಸ್ತಾನಿ ಸಂಗೀತ ಸಾಮ್ರಾಜ್ಯದಲ್ಲಿ ತಮ್ಮ ಅನನ್ಯ ಪ್ರತಿಭೆಯಿಂದ ನೂತನ ಅಧಿಪತ್ಯ ಸ್ಥಾಪಿಸಿದ ಅಪೂರ್ವ ಸಾಧಕಿ ಗಂಗೂಬಾಯಿ ಅವರೆಂದರೆ ಖಂಡಿತ ಅತಿಶಯೋಕ್ತಿಯಾಗಲಾರದು. [630,872,751,994]
article-paragraph: ಗ ಂಗೂಬಾಯಿ ಅವರ ಹಾಡುಗಾರಿಕೆಯನ್ನು ಕೇಳುವುದೇ ಪವಿತ್ರವಾದ ನದಿಯೊಂದರಲ್ಲಿ ಪುಣ್ಯಸ್ನಾನ ಮಾಡಿದಂತೆ. ಹಿಂದೂಸ್ತಾನಿ ಸಂಗೀತ ದಿಗ್ಗಜ ಡಾ. ಗಂಗೂಬಾಯಿ ಹಾನಗಲ್ ಕುರಿತಂತೆ ಮತ್ತೊಬ್ಬ ಸುವಿಖ್ಯಾತ ಸಂಗೀತಗಾರ ಡಾ.ರಾಜೀವ್ ತಾರಾನಾಥ್ ಹೇಳಿರುವ ಈ ಮಾತುಗಳು ಅಕ್ಷರಶಃ ಸತ್ಯ. ನಮ್ಮ ನಡುವಿನ ಜೀವಂತ ದಂತಕಥೆಯಂತಿದ್ದ ಹಿಂದೂಸ್ತಾನಿ ಗಾಯಕಿ, ಗಾಯನ ಗಂಗೆ ಡಾ.ಗಂಗೂಬಾಯಿ ಹಾನಗಲ್ ಅವರು ತಮ್ಮ ಹೆಸರಿನಲ್ಲಿ ಗಂಗೆಯನ್ನು ಕಟ್ಟಿಕೊಂಡಿರುವಂತೆಯೇ ಅದಕ್ಕೆ ಅನ್ವರ್ಥವಾಗಿ ತಮ್ಮ ಬದುಕಿನುದ್ದಕ್ಕೂ ಸಂಗೀತಗಂಗೆಯನ್ನು ರಾಜ್ಯಾದ್ಯಂತ, ದೇಶಾದ್ಯಂತ, ವಿಶ್ವಾದ್ಯಂತ ಹರಿಸಿದವರು. [322,830,462,998]
article-paragraph: ಪ್ರಶಸ್ತಿ, 1984ರಲ್ಲಿ ಹಾನಗಲ್ ಪ್ರಶಸ್ತಿ, 1990ರಲ್ಲಿ ಆಫ್ಘನ್ ಅಲಿಯಾನ್ ಮೆಮೋರಿಯಲ್ ಪ್ರಶಸ್ತಿ, 1992ರಲ್ಲಿ ಐ.ಟಿ.ಸಿ. ಸಂಗೀತ ಪ್ರಶಸ್ತಿ, ಅದೇ ವರ್ಷ ಕನಕಪುರಂದರ ಪ್ರಶಸ್ತಿ, 1995ರಲ್ಲಿ ಟಿ.ಚೌಡಯ್ಯ ಪ್ರಶಸ್ತಿ, 2002ರಲ್ಲಿ ಪದ್ಮವಿಭೂಷಣ, 2006ರಲ್ಲಿ ಗಾನಯೋಗಿ ಪಂಚಾಕ್ಷರ ಗವಾಯಿ ಪ್ರಶಸ್ತಿ, ರಾಮ ಸೇವಾ ಮಂಡಳಿ ಪ್ರಶಸ್ತಿ ಹೀಗೆ ಹತ್ತು ಹಲವು ಗೌರವಗಳು ಅವರನ್ನು ಅರಸಿ ಬಂದವು. [770,832,910,926]
page-number-red-box [22,39,67,75]
